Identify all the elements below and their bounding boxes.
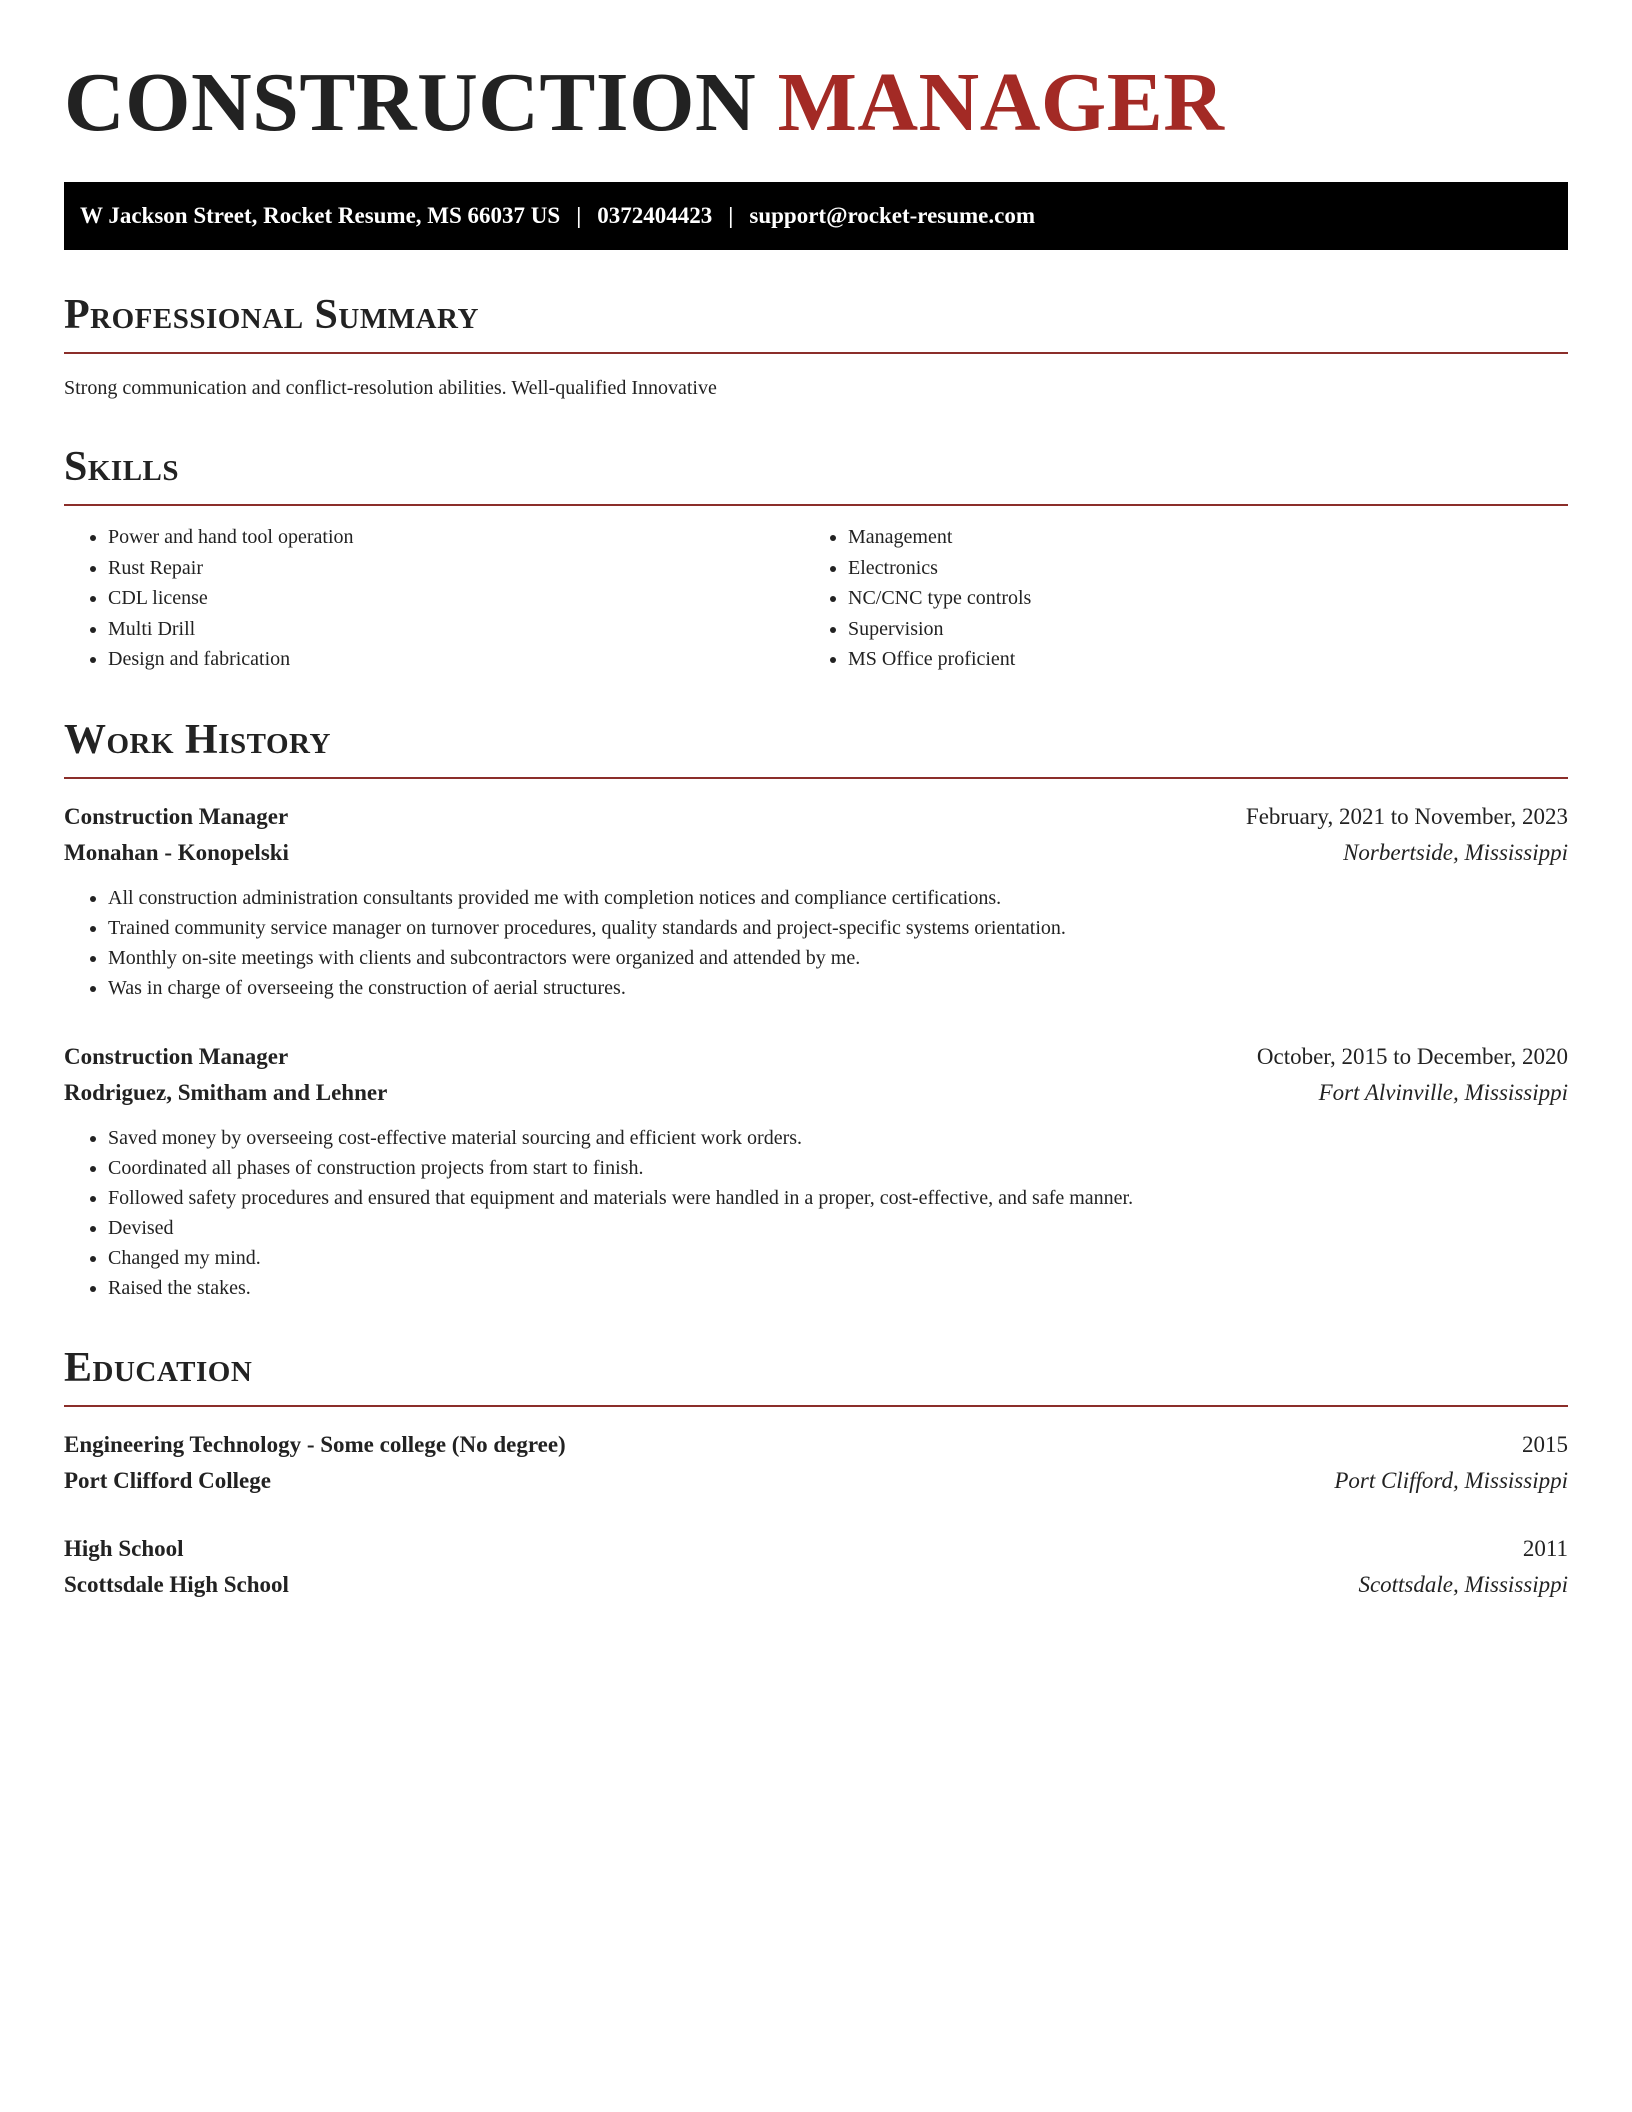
education-location: Port Clifford, Mississippi xyxy=(1334,1467,1568,1493)
job-entry xyxy=(64,799,1568,1003)
section-divider xyxy=(64,1405,1568,1407)
job-entry xyxy=(64,1039,1568,1303)
skill-item: • Power and hand tool operation xyxy=(108,522,804,553)
contact-address: W Jackson Street, Rocket Resume, MS 66037 US xyxy=(80,203,561,228)
education-section xyxy=(64,1345,1568,1603)
education-degree: High School xyxy=(64,1535,184,1561)
job-company: Rodriguez, Smitham and Lehner xyxy=(64,1079,388,1105)
job-location: Norbertside, Mississippi xyxy=(1343,839,1568,865)
skills-columns xyxy=(64,522,1568,675)
work-history-section xyxy=(64,717,1568,1303)
skill-item: • NC/CNC type controls xyxy=(848,583,1544,614)
job-location: Fort Alvinville, Mississippi xyxy=(1318,1079,1568,1105)
section-divider xyxy=(64,504,1568,506)
contact-phone: 0372404423 xyxy=(597,203,713,228)
job-company: Monahan - Konopelski xyxy=(64,839,289,865)
education-entry xyxy=(64,1531,1568,1603)
education-year: 2011 xyxy=(1522,1535,1568,1561)
section-divider xyxy=(64,352,1568,354)
job-duty: • Changed my mind. xyxy=(108,1243,1568,1273)
skill-item: • Design and fabrication xyxy=(108,644,804,675)
education-school: Port Clifford College xyxy=(64,1467,271,1493)
skill-item: • CDL license xyxy=(108,583,804,614)
skill-item: • Electronics xyxy=(848,553,1544,584)
skill-item: • Supervision xyxy=(848,614,1544,645)
education-location: Scottsdale, Mississippi xyxy=(1358,1571,1568,1597)
title-second-word: MANAGER xyxy=(777,56,1225,149)
job-duty: • Coordinated all phases of construction projects from start to finish. xyxy=(108,1153,1568,1183)
job-duty: • Devised xyxy=(108,1213,1568,1243)
skill-item: • Management xyxy=(848,522,1544,553)
skill-item: • MS Office proficient xyxy=(848,644,1544,675)
job-dates: February, 2021 to November, 2023 xyxy=(1245,803,1568,829)
skill-item: • Rust Repair xyxy=(108,553,804,584)
job-duty: • Saved money by overseeing cost-effective material sourcing and efficient work orders. xyxy=(108,1123,1568,1153)
job-duty: • Raised the stakes. xyxy=(108,1273,1568,1303)
contact-bar xyxy=(64,182,1568,250)
skill-item: • Multi Drill xyxy=(108,614,804,645)
contact-separator: | xyxy=(728,203,734,228)
skills-heading: Skills xyxy=(64,444,180,490)
education-entry xyxy=(64,1427,1568,1499)
education-year: 2015 xyxy=(1522,1431,1568,1457)
job-duty: • Was in charge of overseeing the construction of aerial structures. xyxy=(108,973,1568,1003)
summary-text: Strong communication and conflict-resolution abilities. Well-qualified Innovative xyxy=(64,377,717,399)
title-first-word: CONSTRUCTION xyxy=(64,56,757,149)
summary-heading: Professional Summary xyxy=(64,292,479,338)
job-dates: October, 2015 to December, 2020 xyxy=(1256,1043,1568,1069)
education-degree: Engineering Technology - Some college (No degree) xyxy=(64,1431,566,1457)
skills-section xyxy=(64,444,1568,675)
job-duty: • Followed safety procedures and ensured that equipment and materials were handled in a proper, cost-effective, and safe manner. xyxy=(108,1183,1568,1213)
contact-email: support@rocket-resume.com xyxy=(749,203,1036,228)
skills-list-left xyxy=(64,522,804,675)
education-heading: Education xyxy=(64,1344,253,1391)
summary-section xyxy=(64,292,1568,402)
skills-list-right xyxy=(804,522,1544,675)
job-duty: • Trained community service manager on turnover procedures, quality standards and project-specific systems orientation. xyxy=(108,913,1568,943)
resume-title xyxy=(64,48,1568,158)
job-duty: • All construction administration consultants provided me with completion notices and compliance certifications. xyxy=(108,883,1568,913)
job-title: Construction Manager xyxy=(64,1043,289,1069)
contact-separator: | xyxy=(576,203,582,228)
education-school: Scottsdale High School xyxy=(64,1571,289,1597)
job-title: Construction Manager xyxy=(64,803,289,829)
section-divider xyxy=(64,777,1568,779)
job-duties xyxy=(64,1123,1568,1303)
work-history-heading: Work History xyxy=(64,716,331,763)
job-duty: • Monthly on-site meetings with clients and subcontractors were organized and attended by me. xyxy=(108,943,1568,973)
job-duties xyxy=(64,883,1568,1003)
